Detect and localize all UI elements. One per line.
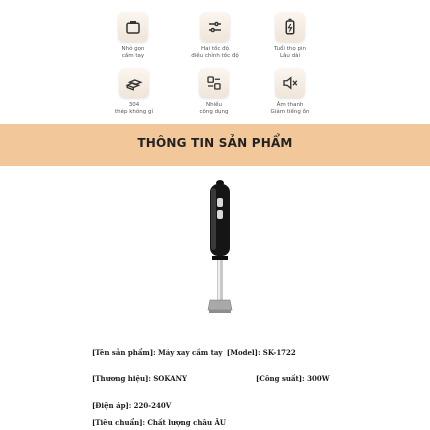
feature-compact: Nhỏ gọn cầm tay	[83, 12, 183, 59]
spec-row-brand-power	[92, 374, 430, 383]
spec-row-voltage	[92, 401, 430, 410]
battery-icon	[275, 12, 305, 42]
spec-model-value: SK-1722	[262, 348, 296, 357]
grid-icon	[199, 68, 229, 98]
spec-name-label: [Tên sản phẩm]:	[92, 348, 156, 357]
spec-power-group	[256, 374, 330, 383]
feature-stainless-steel: 304 thép không gỉ	[84, 68, 184, 115]
spec-power-label: [Công suất]:	[256, 374, 305, 383]
spec-brand-value: SOKANY	[153, 374, 187, 383]
product-info-title: THÔNG TIN SẢN PHẨM	[137, 136, 293, 150]
spec-power-value: 300W	[307, 374, 330, 383]
metal-bars-icon	[119, 68, 149, 98]
hand-blender-image	[170, 178, 270, 328]
spec-row-standard	[92, 418, 430, 427]
spec-row-name-model	[92, 348, 430, 357]
spec-voltage-label: [Điện áp]:	[92, 401, 132, 410]
feature-two-speeds: Hai tốc độ điều chỉnh tốc độ	[165, 12, 265, 59]
feature-low-noise: Âm thanh Giảm tiếng ồn	[240, 68, 340, 115]
spec-voltage-value: 220-240V	[133, 401, 172, 410]
spec-table	[0, 340, 430, 430]
bag-icon	[118, 12, 148, 42]
mute-speaker-icon	[275, 68, 305, 98]
sliders-icon	[200, 12, 230, 42]
spec-name-value: Máy xay cầm tay	[157, 348, 223, 357]
feature-battery: Tuổi thọ pin Lâu dài	[240, 12, 340, 59]
spec-model-label: [Model]:	[226, 348, 261, 357]
spec-brand-label: [Thương hiệu]:	[92, 374, 151, 383]
feature-multipurpose: Nhiều công dụng	[164, 68, 264, 115]
spec-standard-label: [Tiêu chuẩn]:	[92, 418, 146, 427]
feature-icons-grid	[0, 0, 430, 118]
spec-standard-value: Chất lượng châu ÂU	[147, 418, 227, 427]
